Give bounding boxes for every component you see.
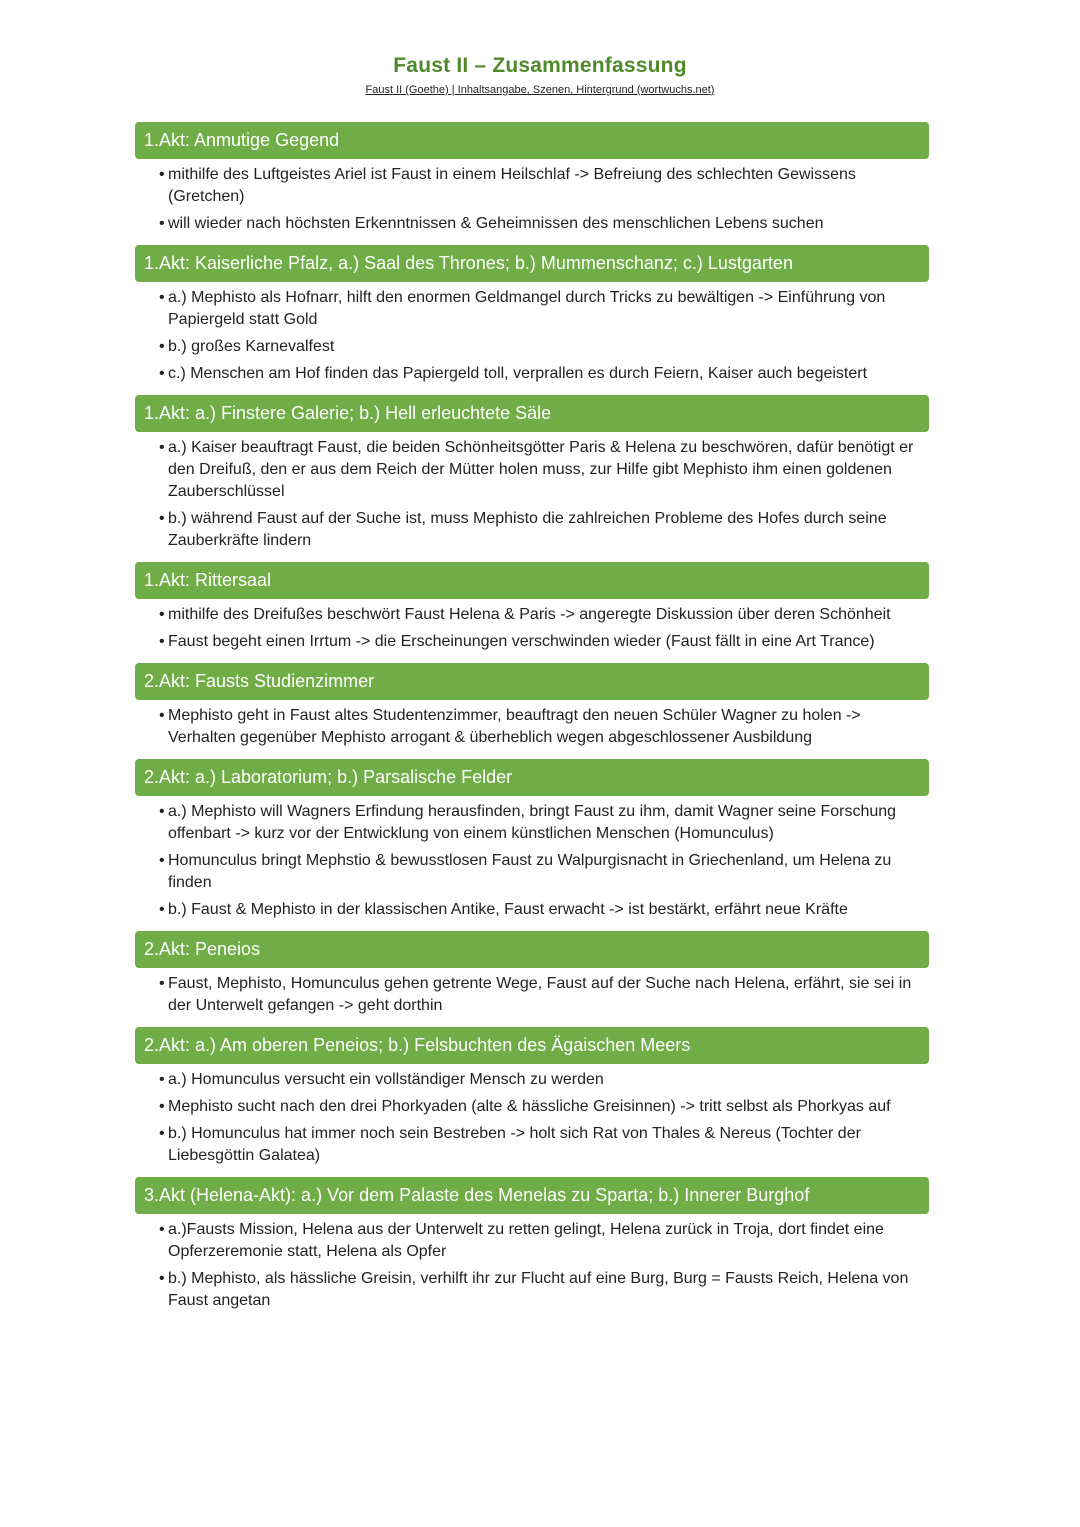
- bullet-icon: •: [159, 439, 165, 456]
- section-3: [135, 395, 929, 562]
- bullet-text: a.)Fausts Mission, Helena aus der Unterwelt zu retten gelingt, Helena zurück in Troja, dort findet eine Opferzeremonie statt, Helena als Opfer: [168, 1221, 884, 1260]
- section-6: [135, 759, 929, 931]
- bullet-icon: •: [159, 1098, 165, 1115]
- section-9: [135, 1177, 929, 1322]
- section-2: [135, 245, 929, 395]
- bullet-list: [135, 599, 929, 663]
- bullet-text: Mephisto sucht nach den drei Phorkyaden (alte & hässliche Greisinnen) -> tritt selbst als Phorkyas auf: [168, 1098, 891, 1115]
- bullet-item: [135, 850, 929, 894]
- bullet-item: [135, 899, 929, 921]
- bullet-text: Homunculus bringt Mephstio & bewusstlosen Faust zu Walpurgisnacht in Griechenland, um Helena zu finden: [168, 852, 892, 891]
- bullet-icon: •: [159, 975, 165, 992]
- bullet-item: [135, 287, 929, 331]
- section-8: [135, 1027, 929, 1177]
- bullet-text: a.) Mephisto will Wagners Erfindung herausfinden, bringt Faust zu ihm, damit Wagner seine Forschung offenbart -> kurz vor der Entwicklung von einem künstlichen Menschen (Homunculus): [168, 803, 897, 842]
- bullet-text: b.) Homunculus hat immer noch sein Bestreben -> holt sich Rat von Thales & Nereus (Tochter der Liebesgöttin Galatea): [168, 1125, 861, 1164]
- source-link[interactable]: Faust II (Goethe) | Inhaltsangabe, Szenen, Hintergrund (wortwuchs.net): [365, 84, 715, 96]
- section-header: 2.Akt: Peneios: [135, 931, 929, 968]
- bullet-icon: •: [159, 510, 165, 527]
- bullet-list: [135, 159, 929, 245]
- bullet-text: b.) großes Karnevalfest: [168, 338, 335, 355]
- section-1: [135, 122, 929, 245]
- bullet-text: b.) während Faust auf der Suche ist, muss Mephisto die zahlreichen Probleme des Hofes durch seine Zauberkräfte lindern: [168, 510, 887, 549]
- section-7: [135, 931, 929, 1027]
- section-header: 2.Akt: Fausts Studienzimmer: [135, 663, 929, 700]
- bullet-item: [135, 508, 929, 552]
- bullet-icon: •: [159, 215, 165, 232]
- bullet-item: [135, 363, 929, 385]
- bullet-item: [135, 1219, 929, 1263]
- bullet-item: [135, 1268, 929, 1312]
- bullet-icon: •: [159, 166, 165, 183]
- bullet-text: a.) Kaiser beauftragt Faust, die beiden Schönheitsgötter Paris & Helena zu beschwören, dafür benötigt er den Dreifuß, den er aus dem Reich der Mütter holen muss, zur Hilfe gibt Mephisto ihm einen goldenen Zauberschlüssel: [168, 439, 914, 500]
- bullet-icon: •: [159, 365, 165, 382]
- summary-content: [135, 122, 929, 1322]
- section-header: 1.Akt: Anmutige Gegend: [135, 122, 929, 159]
- bullet-text: c.) Menschen am Hof finden das Papiergeld toll, verprallen es durch Feiern, Kaiser auch begeistert: [168, 365, 868, 382]
- source-reference: [0, 84, 1080, 96]
- bullet-list: [135, 968, 929, 1027]
- bullet-item: [135, 1123, 929, 1167]
- section-5: [135, 663, 929, 759]
- bullet-text: mithilfe des Luftgeistes Ariel ist Faust in einem Heilschlaf -> Befreiung des schlechten Gewissens (Gretchen): [168, 166, 856, 205]
- bullet-item: [135, 604, 929, 626]
- bullet-icon: •: [159, 901, 165, 918]
- page-title: Faust II – Zusammenfassung: [393, 54, 687, 77]
- bullet-icon: •: [159, 1125, 165, 1142]
- bullet-icon: •: [159, 1221, 165, 1238]
- bullet-text: b.) Mephisto, als hässliche Greisin, verhilft ihr zur Flucht auf eine Burg, Burg = Fausts Reich, Helena von Faust angetan: [168, 1270, 909, 1309]
- bullet-item: [135, 1069, 929, 1091]
- bullet-text: will wieder nach höchsten Erkenntnissen & Geheimnissen des menschlichen Lebens suchen: [168, 215, 824, 232]
- bullet-item: [135, 336, 929, 358]
- section-header: 1.Akt: a.) Finstere Galerie; b.) Hell erleuchtete Säle: [135, 395, 929, 432]
- bullet-text: b.) Faust & Mephisto in der klassischen Antike, Faust erwacht -> ist bestärkt, erfährt neue Kräfte: [168, 901, 848, 918]
- bullet-icon: •: [159, 1270, 165, 1287]
- bullet-list: [135, 700, 929, 759]
- section-4: [135, 562, 929, 663]
- bullet-text: Faust begeht einen Irrtum -> die Erscheinungen verschwinden wieder (Faust fällt in eine Art Trance): [168, 633, 875, 650]
- bullet-item: [135, 801, 929, 845]
- section-header: 3.Akt (Helena-Akt): a.) Vor dem Palaste des Menelas zu Sparta; b.) Innerer Burghof: [135, 1177, 929, 1214]
- section-header: 2.Akt: a.) Am oberen Peneios; b.) Felsbuchten des Ägaischen Meers: [135, 1027, 929, 1064]
- bullet-list: [135, 1214, 929, 1322]
- bullet-list: [135, 1064, 929, 1177]
- section-header: 2.Akt: a.) Laboratorium; b.) Parsalische Felder: [135, 759, 929, 796]
- bullet-item: [135, 1096, 929, 1118]
- bullet-icon: •: [159, 803, 165, 820]
- bullet-icon: •: [159, 707, 165, 724]
- bullet-list: [135, 432, 929, 562]
- bullet-icon: •: [159, 633, 165, 650]
- bullet-icon: •: [159, 1071, 165, 1088]
- section-header: 1.Akt: Kaiserliche Pfalz, a.) Saal des Thrones; b.) Mummenschanz; c.) Lustgarten: [135, 245, 929, 282]
- section-header: 1.Akt: Rittersaal: [135, 562, 929, 599]
- bullet-text: a.) Mephisto als Hofnarr, hilft den enormen Geldmangel durch Tricks zu bewältigen -> Einführung von Papiergeld statt Gold: [168, 289, 886, 328]
- bullet-item: [135, 213, 929, 235]
- bullet-list: [135, 796, 929, 931]
- bullet-item: [135, 164, 929, 208]
- bullet-text: Faust, Mephisto, Homunculus gehen getrente Wege, Faust auf der Suche nach Helena, erfährt, sie sei in der Unterwelt gefangen -> geht dorthin: [168, 975, 912, 1014]
- bullet-item: [135, 437, 929, 503]
- bullet-icon: •: [159, 338, 165, 355]
- bullet-icon: •: [159, 852, 165, 869]
- bullet-item: [135, 973, 929, 1017]
- bullet-text: Mephisto geht in Faust altes Studentenzimmer, beauftragt den neuen Schüler Wagner zu holen -> Verhalten gegenüber Mephisto arrogant & überheblich wegen abgeschlossener Ausbildung: [168, 707, 861, 746]
- bullet-text: mithilfe des Dreifußes beschwört Faust Helena & Paris -> angeregte Diskussion über deren Schönheit: [168, 606, 891, 623]
- bullet-text: a.) Homunculus versucht ein vollständiger Mensch zu werden: [168, 1071, 604, 1088]
- bullet-list: [135, 282, 929, 395]
- bullet-icon: •: [159, 289, 165, 306]
- bullet-item: [135, 631, 929, 653]
- bullet-icon: •: [159, 606, 165, 623]
- bullet-item: [135, 705, 929, 749]
